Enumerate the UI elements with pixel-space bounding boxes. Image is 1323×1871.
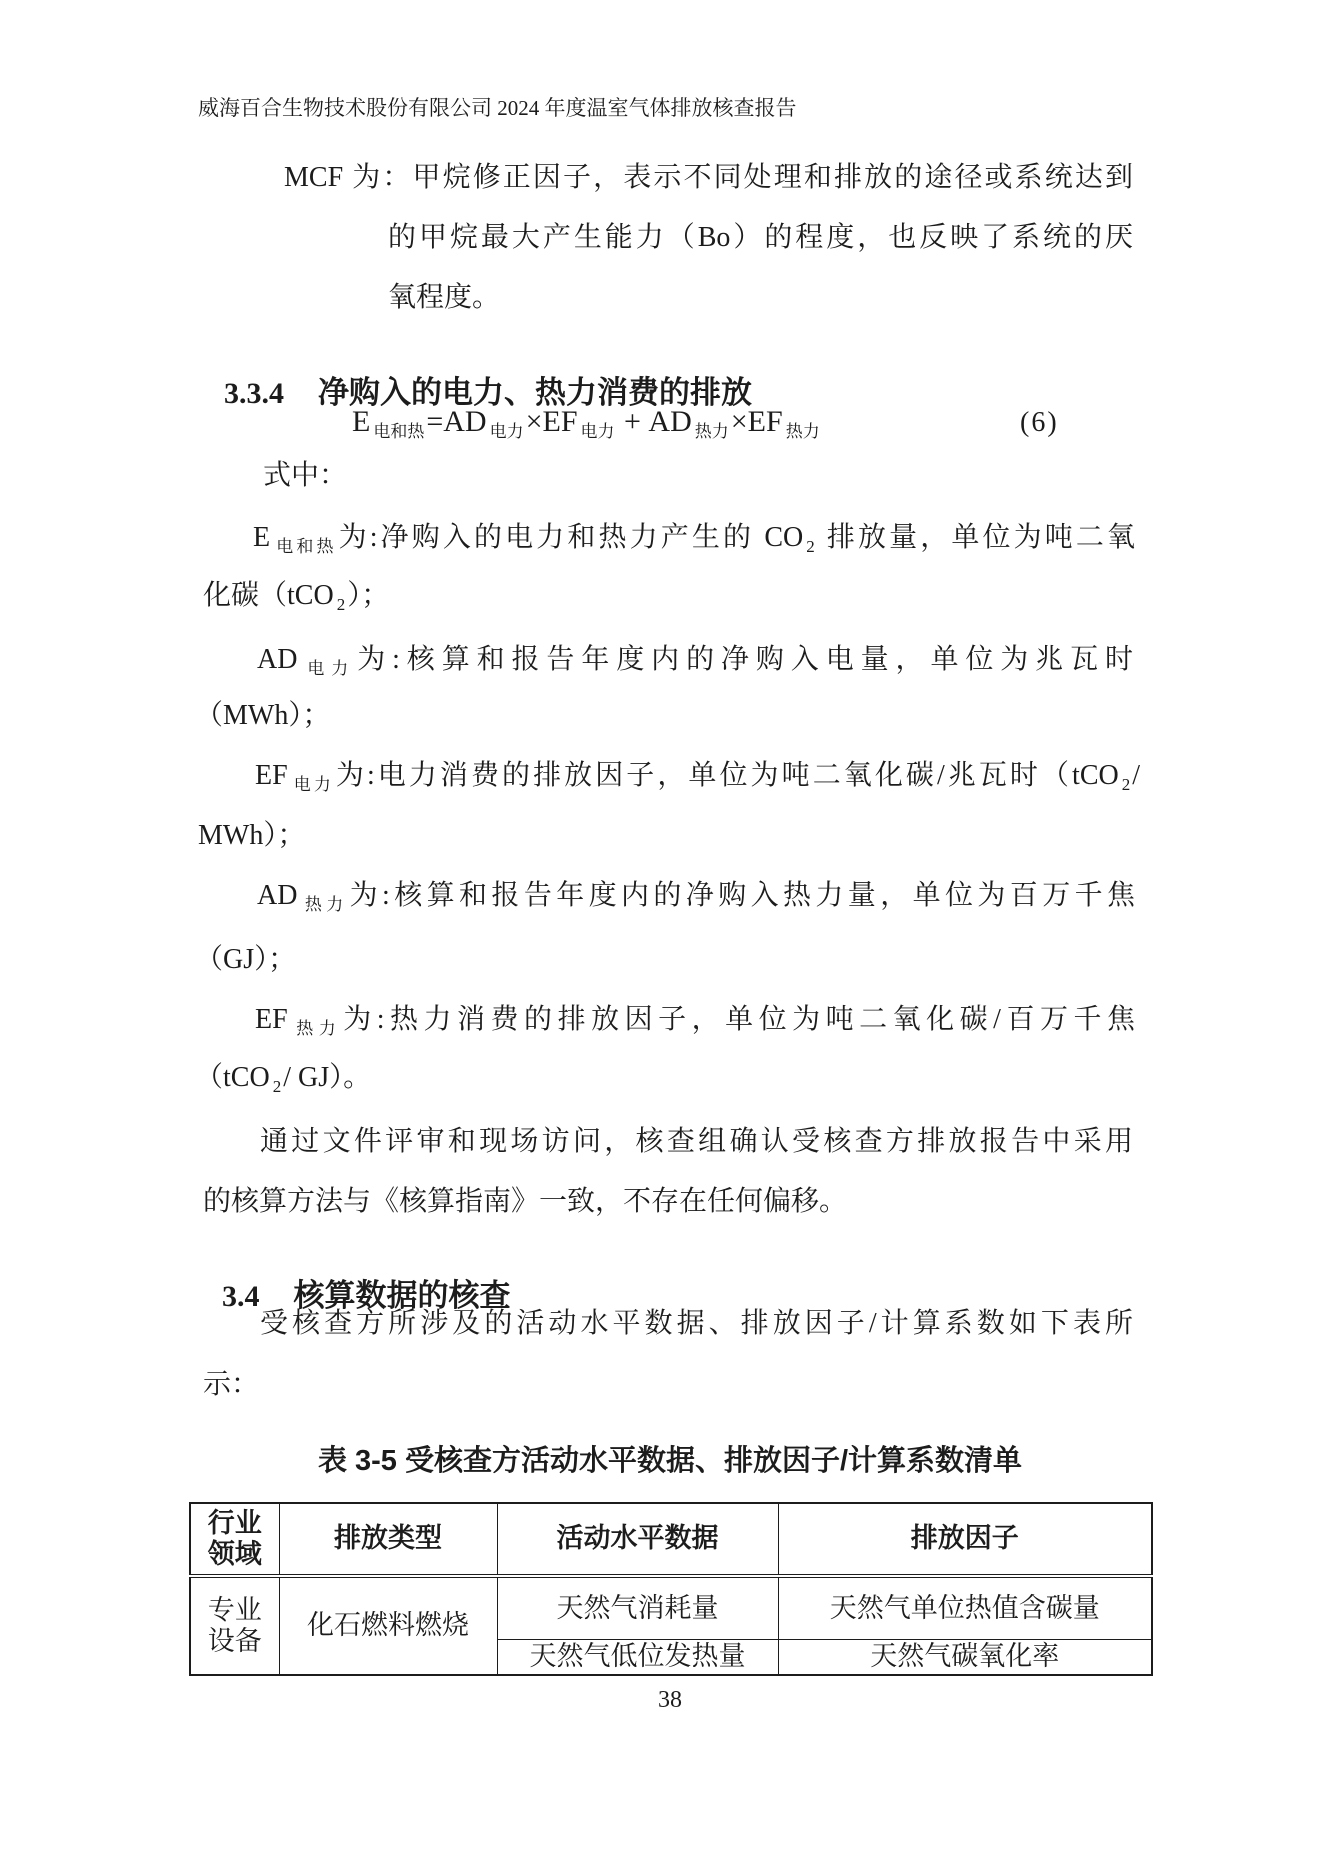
subscript-text: 2 — [272, 1077, 282, 1096]
text-run: 为:核算和报告年度内的净购入热力量，单位为百万千焦 — [349, 880, 1135, 911]
mcf-definition-line-3 — [388, 281, 500, 314]
text-run: ×EF — [525, 405, 578, 438]
formula-6 — [352, 404, 822, 442]
text-run: MCF 为：甲烷修正因子，表示不同处理和排放的途径或系统达到 — [284, 162, 1133, 193]
text-run: / — [1132, 760, 1140, 791]
table-3-5-caption: 表 3-5 受核查方活动水平数据、排放因子/计算系数清单 — [317, 1445, 1023, 1477]
text-run: 受核查方所涉及的活动水平数据、排放因子/计算系数如下表所 — [260, 1308, 1133, 1339]
header-industry-line-2: 领域 — [207, 1539, 262, 1569]
text-run: （GJ）； — [195, 944, 297, 975]
mcf-definition-line-2 — [388, 221, 1133, 254]
subscript-text: 2 — [806, 537, 815, 556]
text-run: 通过文件评审和现场访问，核查组确认受核查方排放报告中采用 — [260, 1126, 1133, 1157]
text-run: 为:核算和报告年度内的净购入电量，单位为兆瓦时 — [357, 644, 1133, 675]
subscript-text: 热力 — [694, 422, 729, 441]
text-run: E — [253, 522, 271, 553]
ad-electricity-line-2 — [195, 699, 330, 732]
ef-electricity-line-2 — [198, 819, 305, 852]
subscript-text: 2 — [1121, 775, 1131, 794]
ef-heat-line-1 — [255, 1003, 1135, 1039]
subscript-text: 电和热 — [373, 422, 425, 441]
confirmation-line-2 — [203, 1185, 847, 1218]
subscript-text: 热力 — [785, 422, 820, 441]
e-definition-line-2 — [203, 579, 389, 615]
text-run: （MWh）； — [195, 700, 331, 731]
text-run: 式中： — [263, 460, 348, 491]
cell-industry — [190, 1576, 279, 1675]
cell-industry-line-1: 专业 — [207, 1594, 262, 1625]
text-run: 的甲烷最大产生能力（Bo）的程度，也反映了系统的厌 — [388, 222, 1133, 253]
section-title: 核算数据的核查 — [293, 1278, 511, 1314]
header-cell-emission-factor: 排放因子 — [778, 1503, 1152, 1576]
text-run: =AD — [426, 405, 487, 438]
cell-industry-line-2: 设备 — [207, 1626, 262, 1656]
text-run: MWh）； — [198, 820, 306, 851]
text-run: AD — [257, 880, 298, 911]
header-cell-activity-data: 活动水平数据 — [497, 1503, 778, 1576]
ad-heat-line-2 — [195, 943, 296, 976]
section-number: 3.3.4 — [224, 377, 284, 411]
text-run: 化碳（tCO — [203, 580, 334, 611]
ef-heat-line-2 — [195, 1061, 371, 1097]
text-run: 为:净购入的电力和热力产生的 CO — [338, 522, 804, 553]
text-run: （tCO — [195, 1062, 270, 1093]
text-run: 的核算方法与《核算指南》一致，不存在任何偏移。 — [203, 1186, 848, 1217]
cell-emission-type: 化石燃料燃烧 — [279, 1576, 497, 1675]
formula-6-number: (6) — [1020, 407, 1059, 438]
text-run: 为:电力消费的排放因子，单位为吨二氧化碳/兆瓦时（tCO — [335, 760, 1119, 791]
cell-factor-row2: 天然气碳氧化率 — [778, 1639, 1152, 1675]
text-run: 示： — [203, 1369, 260, 1400]
subscript-text: 热力 — [300, 895, 348, 914]
header-cell-emission-type: 排放类型 — [279, 1503, 497, 1576]
subscript-text: 电力 — [300, 659, 356, 678]
subscript-text: 2 — [336, 595, 346, 614]
header-cell-industry — [190, 1503, 279, 1576]
cell-factor-row1: 天然气单位热值含碳量 — [778, 1576, 1152, 1639]
ad-heat-line-1 — [257, 879, 1135, 915]
ad-electricity-line-1 — [257, 643, 1133, 679]
table-3-5 — [189, 1502, 1153, 1676]
section-number: 3.4 — [222, 1280, 260, 1314]
ef-electricity-line-1 — [255, 759, 1140, 795]
subscript-text: 热力 — [290, 1019, 342, 1038]
section-title: 净购入的电力、热力消费的排放 — [318, 375, 752, 411]
subscript-text: 电力 — [290, 775, 334, 794]
where-label — [263, 459, 347, 492]
text-run: ×EF — [730, 405, 783, 438]
subscript-text: 电力 — [489, 422, 524, 441]
table-intro-line-2 — [203, 1368, 259, 1401]
header-industry-line-1: 行业 — [207, 1507, 262, 1538]
text-run: AD — [257, 644, 298, 675]
e-definition-line-1 — [253, 521, 1135, 557]
text-run: E — [352, 405, 371, 438]
cell-activity-row2: 天然气低位发热量 — [497, 1639, 778, 1675]
text-run: 为:热力消费的排放因子，单位为吨二氧化碳/百万千焦 — [343, 1004, 1136, 1035]
table-intro-line-1 — [260, 1307, 1133, 1340]
text-run: EF — [255, 1004, 288, 1035]
mcf-definition-line-1 — [284, 161, 1133, 194]
confirmation-line-1 — [260, 1125, 1133, 1158]
cell-activity-row1: 天然气消耗量 — [497, 1576, 778, 1639]
text-run: ）； — [347, 580, 390, 611]
page-number: 38 — [658, 1687, 682, 1713]
subscript-text: 电和热 — [273, 537, 337, 556]
text-run: 排放量，单位为吨二氧 — [816, 522, 1135, 553]
text-run: 氧程度。 — [388, 282, 501, 313]
text-run: / GJ）。 — [283, 1062, 372, 1093]
subscript-text: 电力 — [580, 422, 615, 441]
running-header: 威海百合生物技术股份有限公司 2024 年度温室气体排放核查报告 — [198, 96, 797, 120]
text-run: EF — [255, 760, 288, 791]
text-run: + AD — [616, 405, 692, 438]
